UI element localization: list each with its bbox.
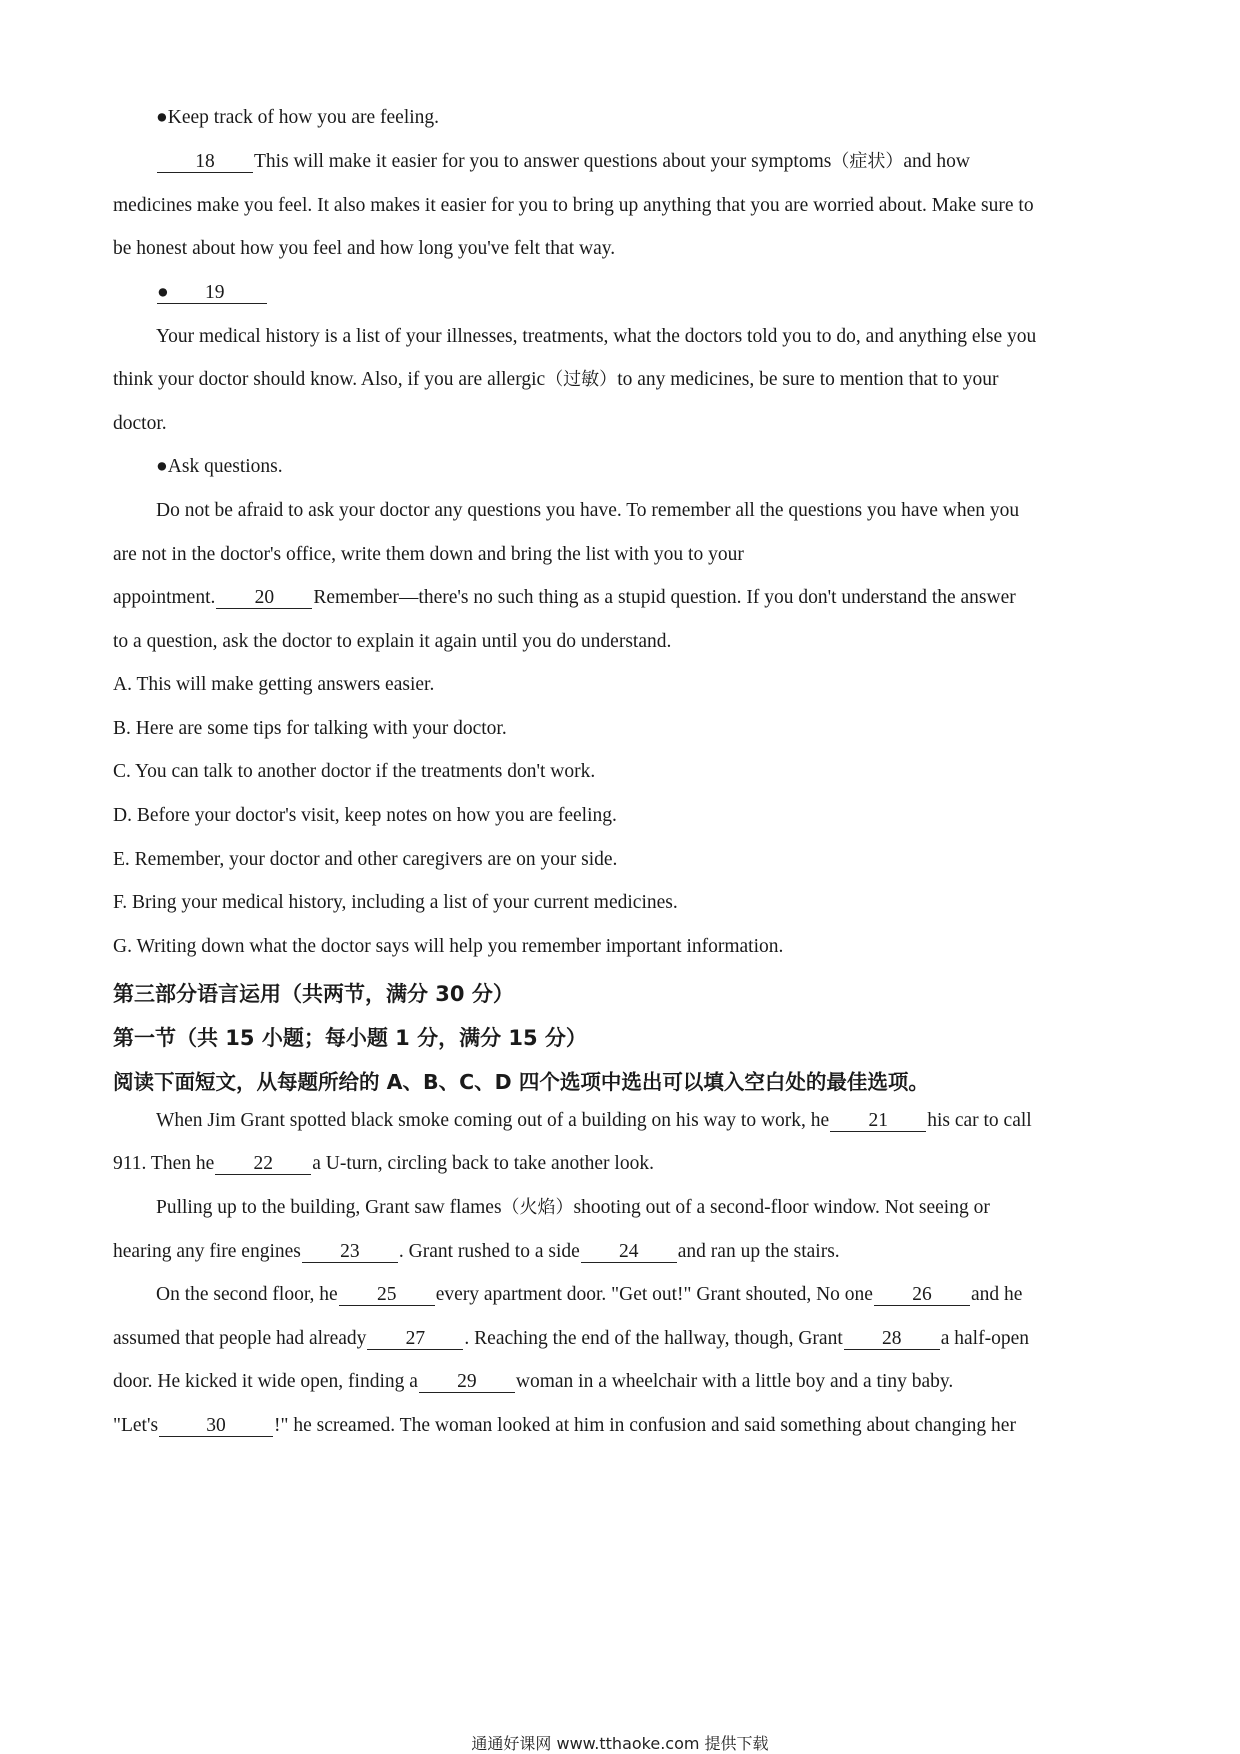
text: a U-turn, circling back to take another look. xyxy=(312,1153,654,1174)
bullet: ● xyxy=(157,282,169,303)
blank-20: 20 xyxy=(216,588,312,609)
text: appointment. xyxy=(113,587,216,608)
blank-18: 18 xyxy=(157,152,253,173)
text: This will make it easier for you to answer questions about your symptoms xyxy=(254,151,832,172)
text: . Grant rushed to a side xyxy=(398,1241,580,1262)
text-cjk: （火焰） xyxy=(501,1197,574,1218)
text: a half-open xyxy=(940,1328,1029,1349)
bullet-keep-track: ●Keep track of how you are feeling. xyxy=(156,107,440,128)
ask-line1: Do not be afraid to ask your doctor any questions you have. To remember all the questions you have when you xyxy=(156,500,1020,521)
blank-30: 30 xyxy=(159,1416,273,1437)
text: On the second floor, he xyxy=(156,1284,338,1305)
text: every apartment door. "Get out!" Grant shouted, No one xyxy=(435,1284,873,1305)
text: When Jim Grant spotted black smoke coming out of a building on his way to work, he xyxy=(156,1110,830,1131)
option-c: C. You can talk to another doctor if the treatments don't work. xyxy=(113,761,596,782)
text: door. He kicked it wide open, finding a xyxy=(113,1371,418,1392)
story-line5 xyxy=(156,1283,1176,1307)
ask-line3 xyxy=(113,586,1133,610)
text: think your doctor should know. Also, if you are allergic xyxy=(113,369,546,390)
bullet-ask-questions: ●Ask questions. xyxy=(156,456,283,477)
history-line2 xyxy=(113,368,1133,392)
option-e: E. Remember, your doctor and other caregivers are on your side. xyxy=(113,849,618,870)
blank-19-number: 19 xyxy=(205,282,225,303)
text: and how xyxy=(903,151,970,172)
text: to any medicines, be sure to mention that to your xyxy=(617,369,999,390)
story-line3 xyxy=(156,1196,1176,1220)
blank-19 xyxy=(157,283,267,304)
q18-paragraph-line2: medicines make you feel. It also makes it easier for you to bring up anything that you are worried about. Make sure to xyxy=(113,195,1034,216)
blank-29: 29 xyxy=(419,1372,515,1393)
text: assumed that people had already xyxy=(113,1328,367,1349)
blank-25: 25 xyxy=(339,1285,435,1306)
text: and he xyxy=(970,1284,1023,1305)
history-line1: Your medical history is a list of your illnesses, treatments, what the doctors told you to do, and anything else you xyxy=(156,326,1037,347)
text: !" he screamed. The woman looked at him in confusion and said something about changing her xyxy=(274,1415,1016,1436)
text: 911. Then he xyxy=(113,1153,215,1174)
blank-23: 23 xyxy=(302,1242,398,1263)
text: Remember—there's no such thing as a stupid question. If you don't understand the answer xyxy=(313,587,1016,608)
story-line2 xyxy=(113,1152,1133,1176)
option-a: A. This will make getting answers easier. xyxy=(113,674,435,695)
text: Pulling up to the building, Grant saw flames xyxy=(156,1197,502,1218)
option-b: B. Here are some tips for talking with your doctor. xyxy=(113,718,507,739)
instruction-heading: 阅读下面短文，从每题所给的 A、B、C、D 四个选项中选出可以填入空白处的最佳选项。 xyxy=(113,1070,929,1094)
story-line6 xyxy=(113,1327,1133,1351)
q19-heading xyxy=(156,281,1176,305)
ask-line4: to a question, ask the doctor to explain it again until you do understand. xyxy=(113,631,672,652)
option-f: F. Bring your medical history, including a list of your current medicines. xyxy=(113,892,678,913)
section1-heading: 第一节（共 15 小题；每小题 1 分，满分 15 分） xyxy=(113,1026,587,1050)
footer-source: 通通好课网 www.tthaoke.com 提供下载 xyxy=(471,1734,769,1753)
blank-28: 28 xyxy=(844,1329,940,1350)
story-line1 xyxy=(156,1109,1176,1133)
option-g: G. Writing down what the doctor says will help you remember important information. xyxy=(113,936,784,957)
blank-22: 22 xyxy=(215,1154,311,1175)
ask-line2: are not in the doctor's office, write them down and bring the list with you to your xyxy=(113,544,744,565)
blank-21: 21 xyxy=(830,1111,926,1132)
text: "Let's xyxy=(113,1415,159,1436)
text: woman in a wheelchair with a little boy and a tiny baby. xyxy=(515,1371,954,1392)
text: shooting out of a second-floor window. Not seeing or xyxy=(573,1197,990,1218)
text: . Reaching the end of the hallway, though, Grant xyxy=(464,1328,843,1349)
text: hearing any fire engines xyxy=(113,1241,301,1262)
blank-27: 27 xyxy=(367,1329,463,1350)
story-line7 xyxy=(113,1370,1133,1394)
option-d: D. Before your doctor's visit, keep notes on how you are feeling. xyxy=(113,805,617,826)
blank-24: 24 xyxy=(581,1242,677,1263)
history-line3: doctor. xyxy=(113,413,167,434)
q18-paragraph-line1 xyxy=(156,150,1176,174)
text-cjk: （症状） xyxy=(831,151,904,172)
text: his car to call xyxy=(927,1110,1032,1131)
story-line8 xyxy=(113,1414,1133,1438)
blank-26: 26 xyxy=(874,1285,970,1306)
text-cjk: （过敏） xyxy=(545,369,618,390)
part3-heading: 第三部分语言运用（共两节，满分 30 分） xyxy=(113,982,514,1006)
text: and ran up the stairs. xyxy=(677,1241,840,1262)
q18-paragraph-line3: be honest about how you feel and how long you've felt that way. xyxy=(113,238,616,259)
story-line4 xyxy=(113,1240,1133,1264)
